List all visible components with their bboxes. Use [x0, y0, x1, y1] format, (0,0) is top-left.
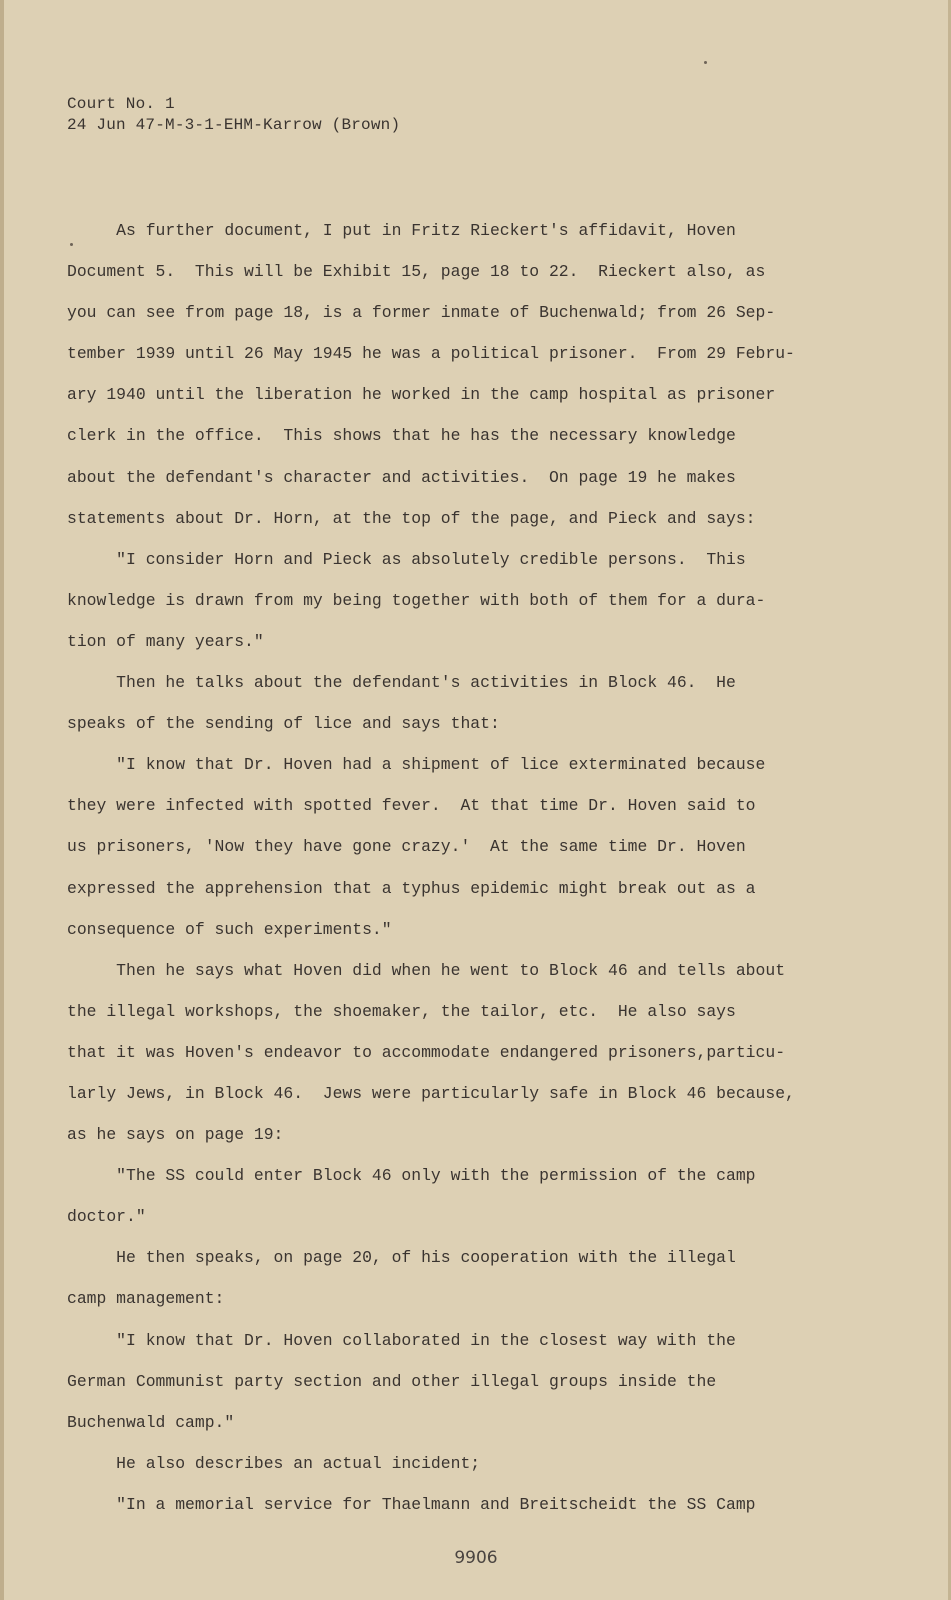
transcript-line: Then he talks about the defendant's activities in Block 46. He: [67, 673, 736, 693]
transcript-line: about the defendant's character and activities. On page 19 he makes: [67, 467, 736, 487]
transcript-line: "I consider Horn and Pieck as absolutely credible persons. This: [67, 549, 746, 569]
transcript-line: "I know that Dr. Hoven collaborated in the closest way with the: [67, 1330, 736, 1350]
transcript-line: they were infected with spotted fever. At that time Dr. Hoven said to: [67, 796, 756, 816]
paper-speck: [704, 61, 707, 64]
transcript-line: camp management:: [67, 1289, 225, 1309]
transcript-line: the illegal workshops, the shoemaker, the tailor, etc. He also says: [67, 1001, 736, 1021]
transcript-line: speaks of the sending of lice and says that:: [67, 714, 500, 734]
transcript-line: German Communist party section and other illegal groups inside the: [67, 1371, 717, 1391]
transcript-line: "I know that Dr. Hoven had a shipment of lice exterminated because: [67, 755, 766, 775]
document-header: [67, 94, 400, 136]
transcript-line: doctor.": [67, 1207, 146, 1227]
page-number: 9906: [454, 1548, 498, 1568]
transcript-line: He also describes an actual incident;: [67, 1453, 481, 1473]
transcript-line: knowledge is drawn from my being together with both of them for a dura-: [67, 590, 766, 610]
transcript-line: expressed the apprehension that a typhus epidemic might break out as a: [67, 878, 756, 898]
transcript-line: Document 5. This will be Exhibit 15, page 18 to 22. Rieckert also, as: [67, 262, 766, 282]
transcript-line: consequence of such experiments.": [67, 919, 392, 939]
transcript-line: statements about Dr. Horn, at the top of the page, and Pieck and says:: [67, 508, 756, 528]
transcript-line: He then speaks, on page 20, of his cooperation with the illegal: [67, 1248, 736, 1268]
transcript-line: tember 1939 until 26 May 1945 he was a political prisoner. From 29 Febru-: [67, 344, 795, 364]
transcript-line: ary 1940 until the liberation he worked in the camp hospital as prisoner: [67, 385, 776, 405]
transcript-line: "The SS could enter Block 46 only with the permission of the camp: [67, 1166, 756, 1186]
transcript-line: As further document, I put in Fritz Rieckert's affidavit, Hoven: [67, 221, 736, 240]
court-number: Court No. 1: [67, 95, 175, 113]
transcript-body: [67, 210, 827, 1525]
transcript-line: "In a memorial service for Thaelmann and Breitscheidt the SS Camp: [67, 1494, 756, 1514]
session-reference: 24 Jun 47-M-3-1-EHM-Karrow (Brown): [67, 116, 401, 134]
transcript-line: Then he says what Hoven did when he went to Block 46 and tells about: [67, 960, 786, 980]
transcript-line: as he says on page 19:: [67, 1125, 284, 1145]
transcript-line: clerk in the office. This shows that he has the necessary knowledge: [67, 426, 736, 446]
transcript-line: you can see from page 18, is a former inmate of Buchenwald; from 26 Sep-: [67, 303, 776, 323]
transcript-line: Buchenwald camp.": [67, 1412, 235, 1432]
transcript-line: us prisoners, 'Now they have gone crazy.' At the same time Dr. Hoven: [67, 837, 746, 857]
transcript-line: that it was Hoven's endeavor to accommodate endangered prisoners,particu-: [67, 1042, 786, 1062]
transcript-line: larly Jews, in Block 46. Jews were particularly safe in Block 46 because,: [67, 1083, 795, 1103]
paper-speck: [70, 243, 73, 246]
transcript-line: tion of many years.": [67, 631, 264, 651]
